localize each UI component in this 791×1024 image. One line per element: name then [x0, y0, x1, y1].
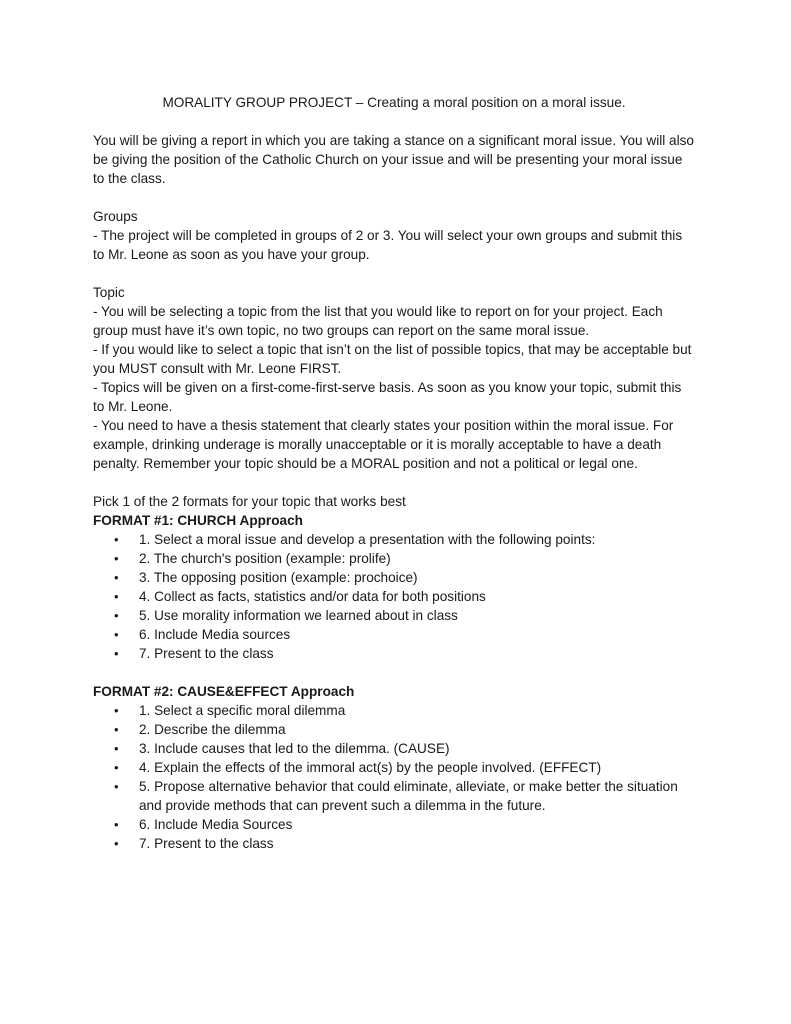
format2-list — [93, 701, 695, 853]
list-item — [93, 587, 695, 606]
groups-line: - The project will be completed in groups of 2 or 3. You will select your own groups and submit this to Mr. Leone as soon as you have your group. — [93, 228, 683, 262]
list-item-text: 2. The church's position (example: prolife) — [139, 551, 391, 566]
topic-line: - Topics will be given on a first-come-first-serve basis. As soon as you know your topic, submit this to Mr. Leone. — [93, 380, 682, 414]
topic-line: - You need to have a thesis statement that clearly states your position within the moral issue. For example, drinking underage is morally unacceptable or it is morally acceptable to have a death penalty. Remember your topic should be a MORAL position and not a political or legal one. — [93, 418, 674, 471]
list-item — [93, 549, 695, 568]
groups-heading: Groups — [93, 209, 138, 224]
list-item — [93, 644, 695, 663]
list-item-text: 4. Collect as facts, statistics and/or data for both positions — [139, 589, 486, 604]
list-item-text: 7. Present to the class — [139, 646, 274, 661]
list-item-text: 5. Propose alternative behavior that could eliminate, alleviate, or make better the situation and provide methods that can prevent such a dilemma in the future. — [139, 779, 678, 813]
bullet-icon: • — [114, 703, 119, 718]
bullet-icon: • — [114, 722, 119, 737]
list-item-text: 4. Explain the effects of the immoral act(s) by the people involved. (EFFECT) — [139, 760, 602, 775]
list-item-text: 6. Include Media sources — [139, 627, 291, 642]
list-item — [93, 625, 695, 644]
list-item-text: 6. Include Media Sources — [139, 817, 293, 832]
bullet-icon: • — [114, 646, 119, 661]
bullet-icon: • — [114, 836, 119, 851]
list-item-text: 7. Present to the class — [139, 836, 274, 851]
list-item — [93, 739, 695, 758]
bullet-icon: • — [114, 551, 119, 566]
list-item — [93, 530, 695, 549]
bullet-icon: • — [114, 760, 119, 775]
bullet-icon: • — [114, 589, 119, 604]
list-item-text: 5. Use morality information we learned about in class — [139, 608, 458, 623]
list-item-text: 2. Describe the dilemma — [139, 722, 286, 737]
list-item — [93, 701, 695, 720]
document-title: MORALITY GROUP PROJECT – Creating a moral position on a moral issue. — [162, 95, 626, 110]
list-item-text: 3. The opposing position (example: prochoice) — [139, 570, 418, 585]
list-item — [93, 758, 695, 777]
list-item-text: 1. Select a specific moral dilemma — [139, 703, 346, 718]
bullet-icon: • — [114, 779, 119, 794]
bullet-icon: • — [114, 741, 119, 756]
list-item-text: 3. Include causes that led to the dilemma. (CAUSE) — [139, 741, 450, 756]
bullet-icon: • — [114, 627, 119, 642]
list-item — [93, 720, 695, 739]
list-item — [93, 815, 695, 834]
format1-heading: FORMAT #1: CHURCH Approach — [93, 513, 303, 528]
formats-intro: Pick 1 of the 2 formats for your topic that works best — [93, 494, 406, 509]
bullet-icon: • — [114, 570, 119, 585]
list-item — [93, 834, 695, 853]
topic-line: - You will be selecting a topic from the list that you would like to report on for your project. Each group must have it’s own topic, no two groups can report on the same moral issue. — [93, 304, 663, 338]
list-item — [93, 777, 695, 815]
topic-line: - If you would like to select a topic that isn’t on the list of possible topics, that may be acceptable but you MUST consult with Mr. Leone FIRST. — [93, 342, 692, 376]
list-item-text: 1. Select a moral issue and develop a presentation with the following points: — [139, 532, 596, 547]
intro-paragraph: You will be giving a report in which you are taking a stance on a significant moral issue. You will also be giving the position of the Catholic Church on your issue and will be presenting your moral issue to the class. — [93, 133, 694, 186]
bullet-icon: • — [114, 817, 119, 832]
bullet-icon: • — [114, 532, 119, 547]
bullet-icon: • — [114, 608, 119, 623]
format2-heading: FORMAT #2: CAUSE&EFFECT Approach — [93, 684, 355, 699]
list-item — [93, 568, 695, 587]
topic-section — [93, 283, 695, 473]
groups-section — [93, 207, 695, 264]
format1-list — [93, 530, 695, 663]
list-item — [93, 606, 695, 625]
topic-heading: Topic — [93, 285, 125, 300]
